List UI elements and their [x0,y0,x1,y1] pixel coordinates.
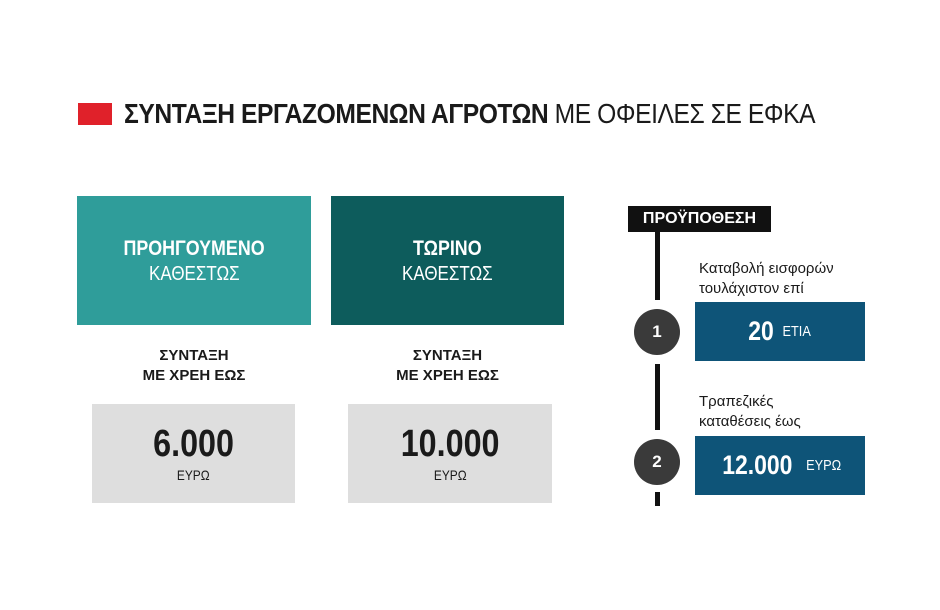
timeline-segment [655,232,660,300]
previous-status-box [77,196,311,325]
condition-1-text-line1: Καταβολή εισφορών [699,260,834,277]
title-bold: ΣΥΝΤΑΞΗ ΕΡΓΑΖΟΜΕΝΩΝ ΑΓΡΟΤΩΝ [124,98,549,129]
previous-status-line1: ΠΡΟΗΓΟΥΜΕΝΟ [123,236,265,260]
condition-1-value: 20 [748,316,775,346]
timeline-segment [655,492,660,506]
condition-1-value-box [695,302,865,361]
current-caption-line2: ΜΕ ΧΡΕΗ ΕΩΣ [396,367,499,384]
previous-caption-line2: ΜΕ ΧΡΕΗ ΕΩΣ [142,367,246,384]
timeline-segment [655,364,660,430]
previous-caption [77,346,311,386]
condition-1-text-line2: τουλάχιστον επί [699,280,804,297]
current-caption [331,346,564,386]
previous-currency: ΕΥΡΩ [177,466,210,483]
title-light: ΜΕ ΟΦΕΙΛΕΣ ΣΕ ΕΦΚΑ [554,98,816,129]
current-status-line1: ΤΩΡΙΝΟ [413,236,482,260]
condition-2-value: 12.000 [722,450,793,480]
condition-2-text-line2: καταθέσεις έως [699,413,801,430]
condition-number-1: 1 [634,309,680,355]
current-status-line2: ΚΑΘΕΣΤΩΣ [402,262,493,285]
previous-amount-box [92,404,295,503]
current-amount-box [348,404,552,503]
current-currency: ΕΥΡΩ [433,466,467,483]
previous-amount: 6.000 [153,422,234,465]
condition-1-unit: ΕΤΙΑ [782,323,812,340]
condition-2-text [699,392,801,432]
red-square-marker [78,103,112,125]
current-status-box [331,196,564,325]
condition-label: ΠΡΟΫΠΟΘΕΣΗ [628,206,771,232]
previous-caption-line1: ΣΥΝΤΑΞΗ [159,347,229,364]
condition-2-text-line1: Τραπεζικές [699,393,774,410]
current-amount: 10.000 [400,422,500,465]
previous-status-line2: ΚΑΘΕΣΤΩΣ [148,262,240,285]
condition-1-text [699,259,834,299]
condition-number-2: 2 [634,439,680,485]
current-caption-line1: ΣΥΝΤΑΞΗ [412,347,483,364]
condition-2-unit: ΕΥΡΩ [805,457,841,474]
condition-2-value-box [695,436,865,495]
infographic-title [124,98,815,130]
infographic-header [78,96,909,132]
